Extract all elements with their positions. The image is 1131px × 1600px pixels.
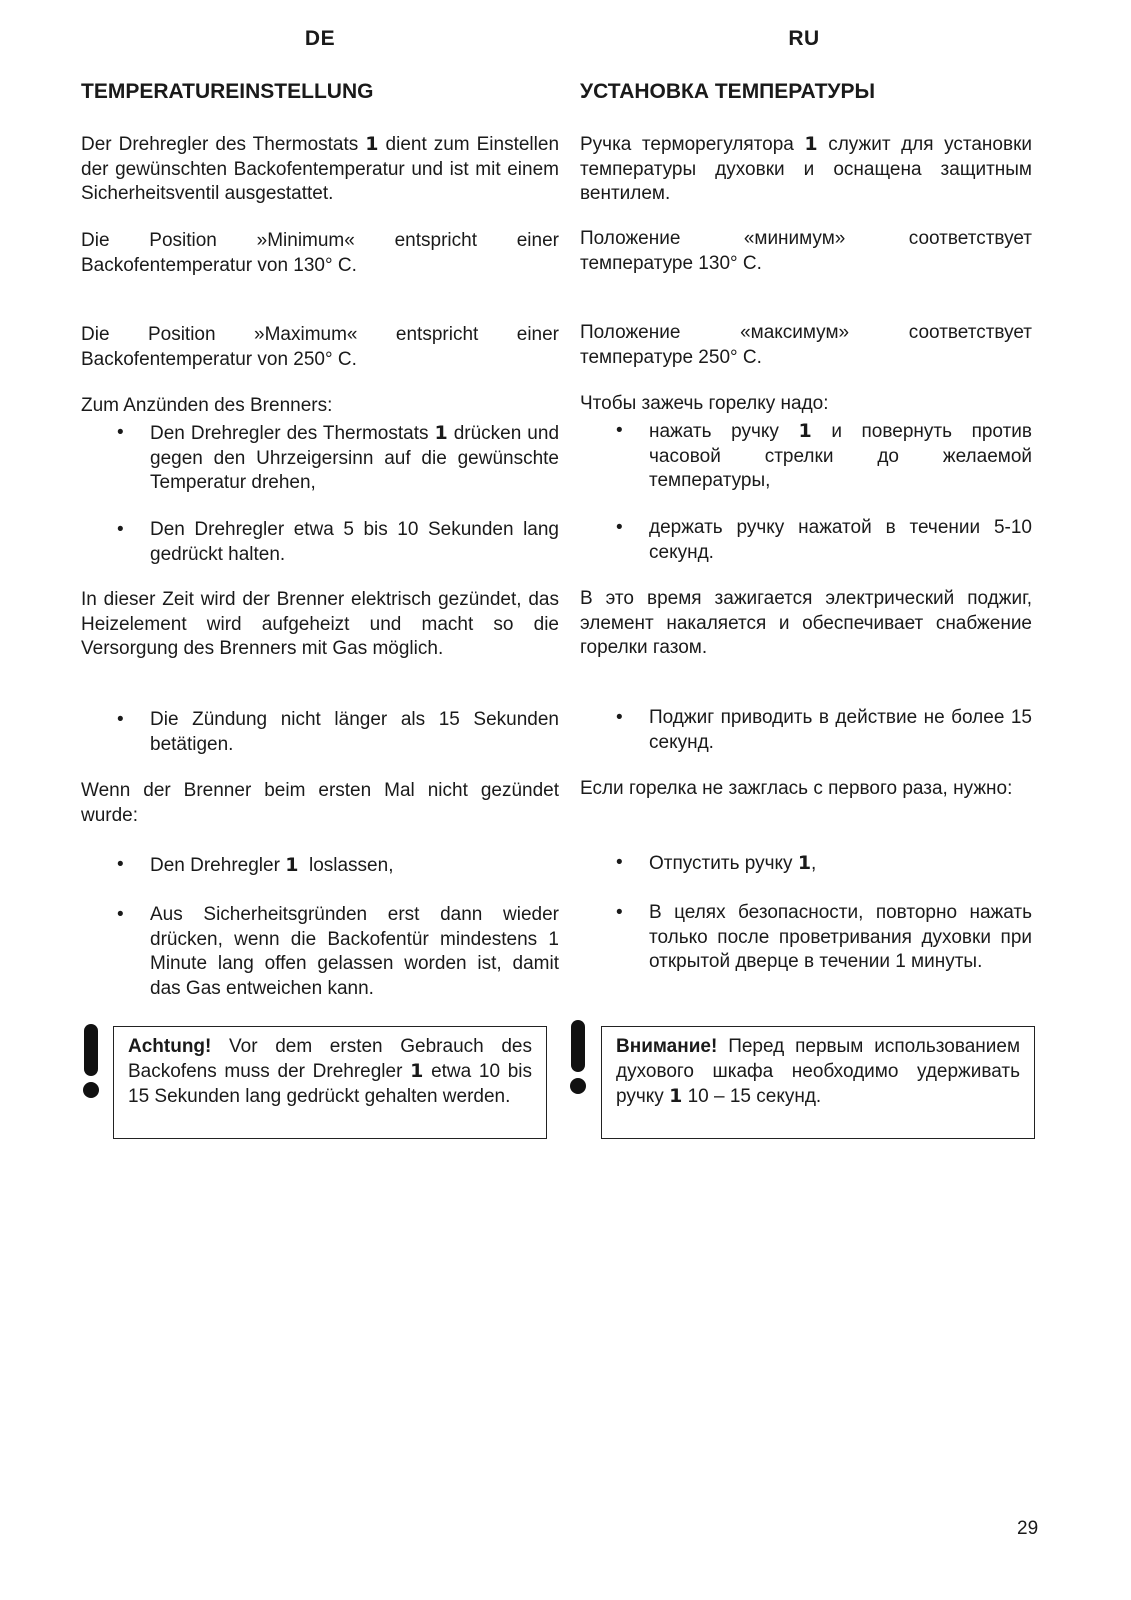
paragraph-minimum-de: Die Position »Minimum« entspricht einer Backofentemperatur von 130° C. [81, 230, 559, 276]
list-item: • Отпустить ручку 1, [616, 852, 817, 874]
paragraph-minimum-ru: Положение «минимум» соответствует температуре 130° C. [580, 228, 1032, 274]
exclamation-icon [570, 1020, 586, 1100]
list-item: • Den Drehregler 1 loslassen, [117, 854, 394, 876]
list-item: • Aus Sicherheitsgründen erst dann wieder drücken, wenn die Backofentür mindestens 1 Minute lang offen gelassen worden ist, damit das Gas entweichen kann. [117, 904, 559, 999]
paragraph-ignite-intro-de: Zum Anzünden des Brenners: [81, 395, 333, 416]
list-item: • Поджиг приводить в действие не более 15 секунд. [616, 707, 1032, 753]
paragraph-ignite-intro-ru: Чтобы зажечь горелку надо: [580, 393, 829, 414]
language-label-ru: RU [788, 27, 820, 50]
section-title-ru: УСТАНОВКА ТЕМПЕРАТУРЫ [580, 80, 876, 103]
list-item: • В целях безопасности, повторно нажать только после проветривания духовки при открытой дверце в течении 1 минуты. [616, 902, 1032, 972]
paragraph-not-ignited-ru: Если горелка не зажглась с первого раза, нужно: [580, 778, 1013, 799]
warning-box-de: Achtung! Vor dem ersten Gebrauch des Backofens muss der Drehregler 1 etwa 10 bis 15 Sekunden lang gedrückt gehalten werden. [113, 1026, 547, 1139]
page-number: 29 [1017, 1518, 1039, 1539]
list-item: • держать ручку нажатой в течении 5-10 секунд. [616, 517, 1032, 563]
list-item: • Den Drehregler etwa 5 bis 10 Sekunden lang gedrückt halten. [117, 519, 559, 565]
list-item: • нажать ручку 1 и повернуть против часовой стрелки до желаемой температуры, [616, 420, 1032, 491]
paragraph-maximum-de: Die Position »Maximum« entspricht einer Backofentemperatur von 250° C. [81, 324, 559, 370]
exclamation-icon [83, 1024, 99, 1104]
paragraph-thermostat-ru: Ручка терморегулятора 1 служит для установки температуры духовки и оснащена защитным вентилем. [580, 133, 1032, 204]
paragraph-ignition-ru: В это время зажигается электрический поджиг, элемент накаляется и обеспечивает снабжение горелки газом. [580, 588, 1032, 658]
list-item: • Den Drehregler des Thermostats 1 drücken und gegen den Uhrzeigersinn auf die gewünschte Temperatur drehen, [117, 422, 560, 493]
section-title-de: TEMPERATUREINSTELLUNG [81, 80, 374, 103]
paragraph-thermostat-de: Der Drehregler des Thermostats 1 dient zum Einstellen der gewünschten Backofentemperatur und ist mit einem Sicherheitsventil ausgestattet. [81, 133, 560, 204]
paragraph-ignition-de: In dieser Zeit wird der Brenner elektrisch gezündet, das Heizelement wird aufgeheizt und macht so die Versorgung des Brenners mit Gas möglich. [81, 589, 559, 659]
paragraph-maximum-ru: Положение «максимум» соответствует температуре 250° C. [580, 322, 1032, 368]
warning-box-ru: Внимание! Перед первым использованием духового шкафа необходимо удерживать ручку 1 10 – 15 секунд. [601, 1026, 1035, 1139]
paragraph-not-ignited-de: Wenn der Brenner beim ersten Mal nicht gezündet wurde: [81, 780, 559, 826]
list-item: • Die Zündung nicht länger als 15 Sekunden betätigen. [117, 709, 559, 755]
language-label-de: DE [304, 27, 336, 50]
